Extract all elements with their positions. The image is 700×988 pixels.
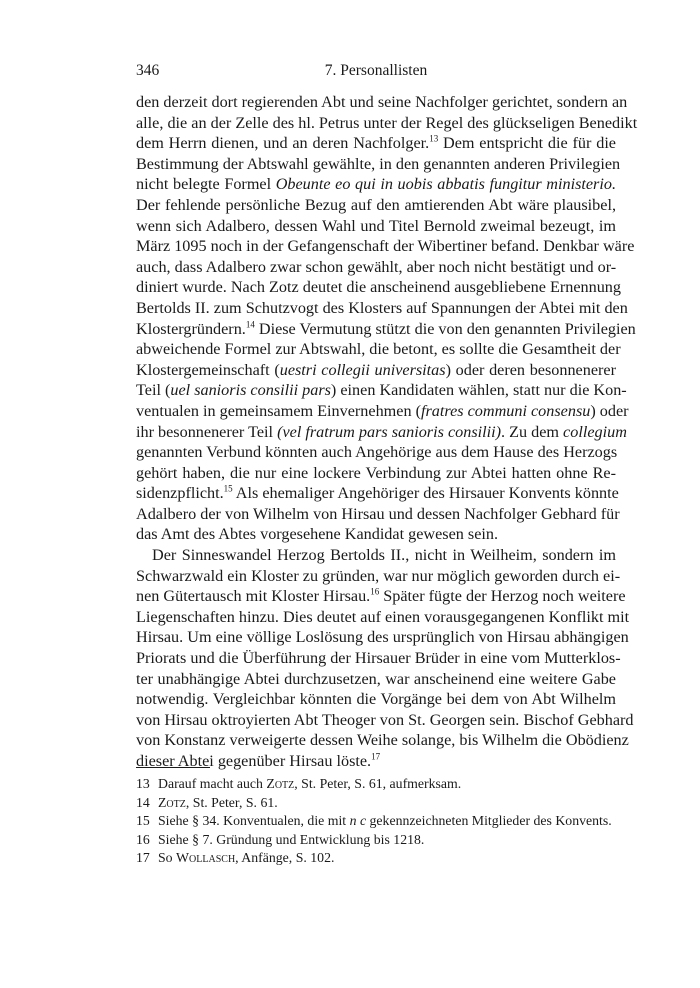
text-line: [136, 339, 621, 360]
text-line: [136, 504, 620, 525]
text-run: nicht belegte Formel: [136, 175, 276, 194]
author-name: Wollasch: [176, 850, 236, 866]
text-line: [136, 524, 616, 545]
text-line: [136, 483, 619, 504]
text-run: So: [158, 850, 177, 866]
text-run: Diese Vermutung stützt die von den genannten Privilegien: [254, 319, 636, 338]
author-name: Zotz: [158, 794, 186, 810]
footnote-separator: [136, 767, 210, 768]
text-run: den derzeit dort regierenden Abt und seine Nachfolger gerichtet, sondern an: [136, 93, 628, 111]
footnote-number: 16: [136, 831, 150, 847]
text-run: Klostergründern.: [136, 319, 246, 338]
italic-text: fratres communi consensu: [420, 401, 591, 420]
body-text: [136, 92, 638, 772]
text-run: gekennzeichneten Mitglieder des Konvents.: [366, 813, 612, 829]
text-run: Priorats und die Überführung der Hirsauer Brüder in eine vom Mutterklos-: [136, 649, 621, 668]
footnote-ref: 13: [429, 133, 439, 144]
page-header: [136, 62, 616, 84]
footnote-ref: 14: [245, 319, 255, 330]
text-line: [136, 277, 621, 298]
author-name: Zotz: [266, 776, 295, 791]
text-line: [136, 236, 635, 257]
footnote: [136, 775, 616, 794]
text-run: . Zu dem: [501, 422, 564, 441]
italic-text: n c: [349, 813, 367, 829]
text-run: Als ehemaliger Angehöriger des Hirsauer Konvents könnte: [232, 484, 619, 503]
text-run: sidenzpflicht.: [136, 484, 224, 503]
text-run: ) einen Kandidaten wählen, statt nur die Kon-: [330, 381, 627, 400]
text-run: dem Herrn dienen, und an deren Nachfolger.: [136, 134, 430, 153]
text-run: auch, dass Adalbero zwar schon gewählt, aber noch nicht bestätigt und or-: [136, 257, 617, 276]
text-line: [136, 154, 621, 175]
page-number: 346: [136, 62, 160, 79]
footnote-number: 15: [136, 813, 150, 829]
text-run: abweichende Formel zur Abtswahl, die betont, es sollte die Gesamtheit der: [136, 340, 621, 359]
text-line: [136, 92, 628, 113]
footnote-ref: 15: [223, 483, 233, 494]
text-run: Der fehlende persönliche Bezug auf den amtierenden Abt wäre plausibel,: [136, 195, 616, 214]
italic-text: collegium: [563, 422, 627, 441]
text-line: [136, 380, 627, 401]
text-run: Bertolds II. zum Schutzvogt des Klosters auf Spannungen der Abtei mit den: [136, 298, 628, 317]
footnote-number: 14: [136, 794, 150, 810]
text-run: Schwarzwald ein Kloster zu gründen, war nur möglich geworden durch ei-: [136, 566, 621, 585]
text-line: [136, 627, 629, 648]
text-line: [136, 257, 616, 278]
text-line: [136, 463, 616, 484]
text-run: ) oder deren besonnenerer: [445, 360, 616, 379]
text-run: März 1095 noch in der Gefangenschaft der Wibertiner befand. Denkbar wäre: [136, 237, 635, 256]
text-line: [136, 195, 616, 216]
footnote: [136, 812, 616, 831]
text-run: Hirsau. Um eine völlige Loslösung des ursprünglich von Hirsau abhängigen: [136, 628, 629, 647]
footnote-number: 13: [136, 776, 150, 791]
text-run: ) oder: [590, 401, 629, 420]
text-line: [136, 751, 616, 772]
text-run: Später fügte der Herzog noch weitere: [379, 587, 626, 606]
text-line: [136, 730, 629, 751]
text-run: Bestimmung der Abtswahl gewählte, in den genannten anderen Privilegien: [136, 154, 621, 173]
text-run: dieser Abtei gegenüber Hirsau löste.: [136, 752, 372, 770]
footnote: [136, 849, 616, 868]
text-line: [136, 216, 616, 237]
text-line: [136, 360, 616, 381]
text-run: Teil (: [136, 381, 171, 400]
text-run: Dem entspricht die für die: [438, 134, 616, 153]
text-run: Klostergemeinschaft (: [136, 360, 280, 379]
text-line: [136, 401, 629, 422]
footnote-number: 17: [136, 850, 150, 866]
italic-text: Obeunte eo qui in uobis abbatis fungitur ministerio.: [275, 175, 616, 194]
footnote: [136, 794, 616, 813]
text-run: Liegenschaften hinzu. Dies deutet auf einen vorausgegangenen Konflikt mit: [136, 607, 630, 626]
text-run: das Amt des Abtes vorgesehene Kandidat gewesen sein.: [136, 525, 499, 544]
text-line: [136, 133, 616, 154]
text-run: ihr besonnenerer Teil: [136, 422, 278, 441]
text-run: von Konstanz verweigerte dessen Weihe solange, bis Wilhelm die Obödienz: [136, 731, 629, 750]
running-title: 7. Personallisten: [324, 62, 428, 79]
text-run: von Hirsau oktroyierten Abt Theoger von St. Georgen sein. Bischof Gebhard: [136, 710, 634, 729]
text-run: nen Gütertausch mit Kloster Hirsau.: [136, 587, 371, 606]
italic-text: uel sanioris consilii pars: [170, 381, 331, 400]
text-run: , St. Peter, S. 61, aufmerksam.: [294, 776, 462, 791]
footnote-ref: 17: [371, 751, 381, 762]
text-line: [136, 607, 630, 628]
text-line: [136, 689, 616, 710]
text-line: [136, 669, 616, 690]
text-run: Siehe § 34. Konventualen, die mit: [158, 813, 350, 829]
text-run: Darauf macht auch: [158, 776, 267, 791]
text-line: [136, 710, 634, 731]
text-run: gehört haben, die nur eine lockere Verbindung zur Abtei hatten ohne Re-: [136, 463, 616, 482]
text-line: [136, 545, 616, 566]
footnote: [136, 831, 616, 850]
text-run: wenn sich Adalbero, dessen Wahl und Titel Bernold zweimal bezeugt, im: [136, 216, 616, 235]
text-run: ventualen in gemeinsamem Einvernehmen (: [136, 401, 421, 420]
text-line: [136, 586, 626, 607]
text-line: [136, 566, 621, 587]
text-line: [136, 319, 636, 340]
text-line: [136, 298, 628, 319]
italic-text: (vel fratrum pars sanioris consilii): [277, 422, 501, 441]
footnotes: [136, 775, 616, 868]
text-line: [136, 174, 616, 195]
text-run: genannten Verbund könnten auch Angehörige aus dem Hause des Herzogs: [136, 443, 618, 462]
text-run: alle, die an der Zelle des hl. Petrus unter der Regel des glückseligen Benedikt: [136, 113, 638, 132]
text-line: [136, 113, 638, 134]
footnote-ref: 16: [370, 586, 380, 597]
text-run: Der Sinneswandel Herzog Bertolds II., nicht in Weilheim, sondern im: [152, 546, 616, 565]
text-run: Adalbero der von Wilhelm von Hirsau und dessen Nachfolger Gebhard für: [136, 504, 620, 523]
text-line: [136, 422, 627, 443]
text-run: , Anfänge, S. 102.: [235, 850, 335, 866]
text-run: , St. Peter, S. 61.: [185, 794, 278, 810]
italic-text: uestri collegii universitas: [279, 360, 446, 379]
text-run: diniert wurde. Nach Zotz deutet die anscheinend ausgebliebene Ernennung: [136, 278, 621, 297]
text-run: Siehe § 7. Gründung und Entwicklung bis 1218.: [158, 831, 425, 847]
text-run: notwendig. Vergleichbar könnten die Vorgänge bei dem von Abt Wilhelm: [136, 690, 616, 709]
text-line: [136, 442, 616, 463]
text-run: ter unabhängige Abtei durchzusetzen, war anscheinend eine weitere Gabe: [136, 669, 616, 688]
text-line: [136, 648, 621, 669]
